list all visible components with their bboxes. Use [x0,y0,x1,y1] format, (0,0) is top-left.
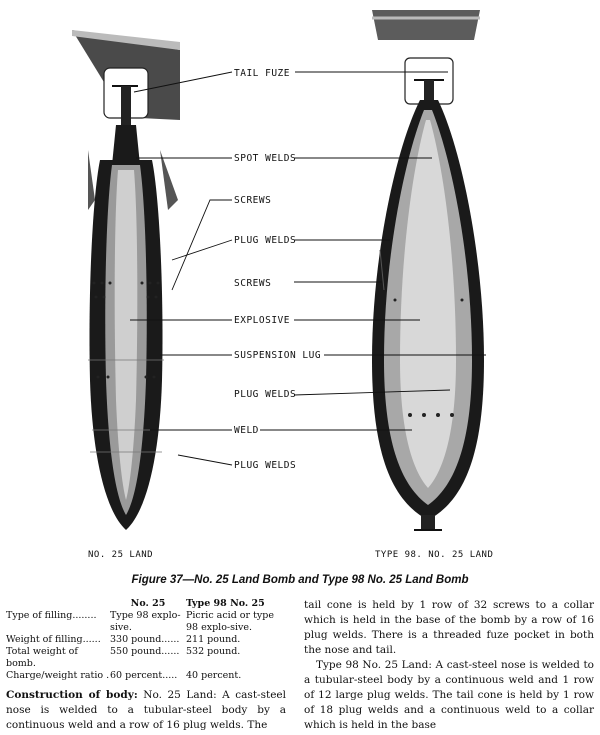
spec-value-no25: 550 pound...... [110,646,180,657]
spec-label: Weight of filling...... [6,634,101,645]
spec-value-no25: Type 98 explo-sive. [110,610,181,633]
spec-col1-header: No. 25 [130,598,166,609]
left-bomb-name: NO. 25 LAND [88,550,154,560]
table-row [6,634,296,646]
label-weld: WELD [234,425,259,436]
label-screws-lower: SCREWS [234,278,272,289]
spec-table-header [6,598,296,610]
label-tail-fuze: TAIL FUZE [234,68,290,79]
figure-caption: Figure 37—No. 25 Land Bomb and Type 98 No. 25 Land Bomb [131,574,469,586]
paragraph-tail-cone: tail cone is held by 1 row of 32 screws to a collar which is held in the base of the bomb by a row of 16 plug welds. There is a threaded fuze pocket in both the nose and tail. [304,599,594,656]
paragraph-type98: Type 98 No. 25 Land: A cast-steel nose is welded to a tubular-steel body by a continuous weld and 1 row of 12 large plug welds. The tail cone is held by 1 row of 18 plug welds and a continuous weld to a collar which is held in the base [304,659,594,731]
spec-label: Type of filling........ [6,610,97,621]
spec-label: Charge/weight ratio . [6,670,110,681]
spec-value-type98: 532 pound. [186,646,241,657]
label-plug-welds-upper: PLUG WELDS [234,235,297,246]
label-spot-welds: SPOT WELDS [234,153,297,164]
spec-col2-header: Type 98 No. 25 [186,598,265,609]
label-suspension-lug: SUSPENSION LUG [234,350,322,361]
left-bomb-drawing [72,30,180,530]
table-row [6,670,296,682]
spec-value-no25: 60 percent..... [110,670,178,681]
spec-value-type98: 40 percent. [186,670,242,681]
spec-table [6,598,296,682]
label-explosive: EXPLOSIVE [234,315,290,326]
spec-label: Total weight of bomb. [6,646,78,669]
table-row [6,646,296,670]
label-plug-welds-lower: PLUG WELDS [234,460,297,471]
right-bomb-drawing [372,10,484,530]
label-screws-upper: SCREWS [234,195,272,206]
spec-value-no25: 330 pound...... [110,634,180,645]
right-bomb-name: TYPE 98. NO. 25 LAND [375,550,494,560]
construction-paragraph [6,688,286,733]
table-row [6,610,296,634]
construction-heading: Construction of body: [6,689,138,701]
spec-value-type98: 211 pound. [186,634,241,645]
construction-text-no25: No. 25 Land: A cast-steel nose is welded to a tubular-steel body by a continuous weld and a row of 16 plug welds. The [6,689,286,731]
right-column-text [304,598,594,733]
label-plug-welds-middle: PLUG WELDS [234,389,297,400]
spec-value-type98: Picric acid or type 98 explo-sive. [186,610,274,633]
